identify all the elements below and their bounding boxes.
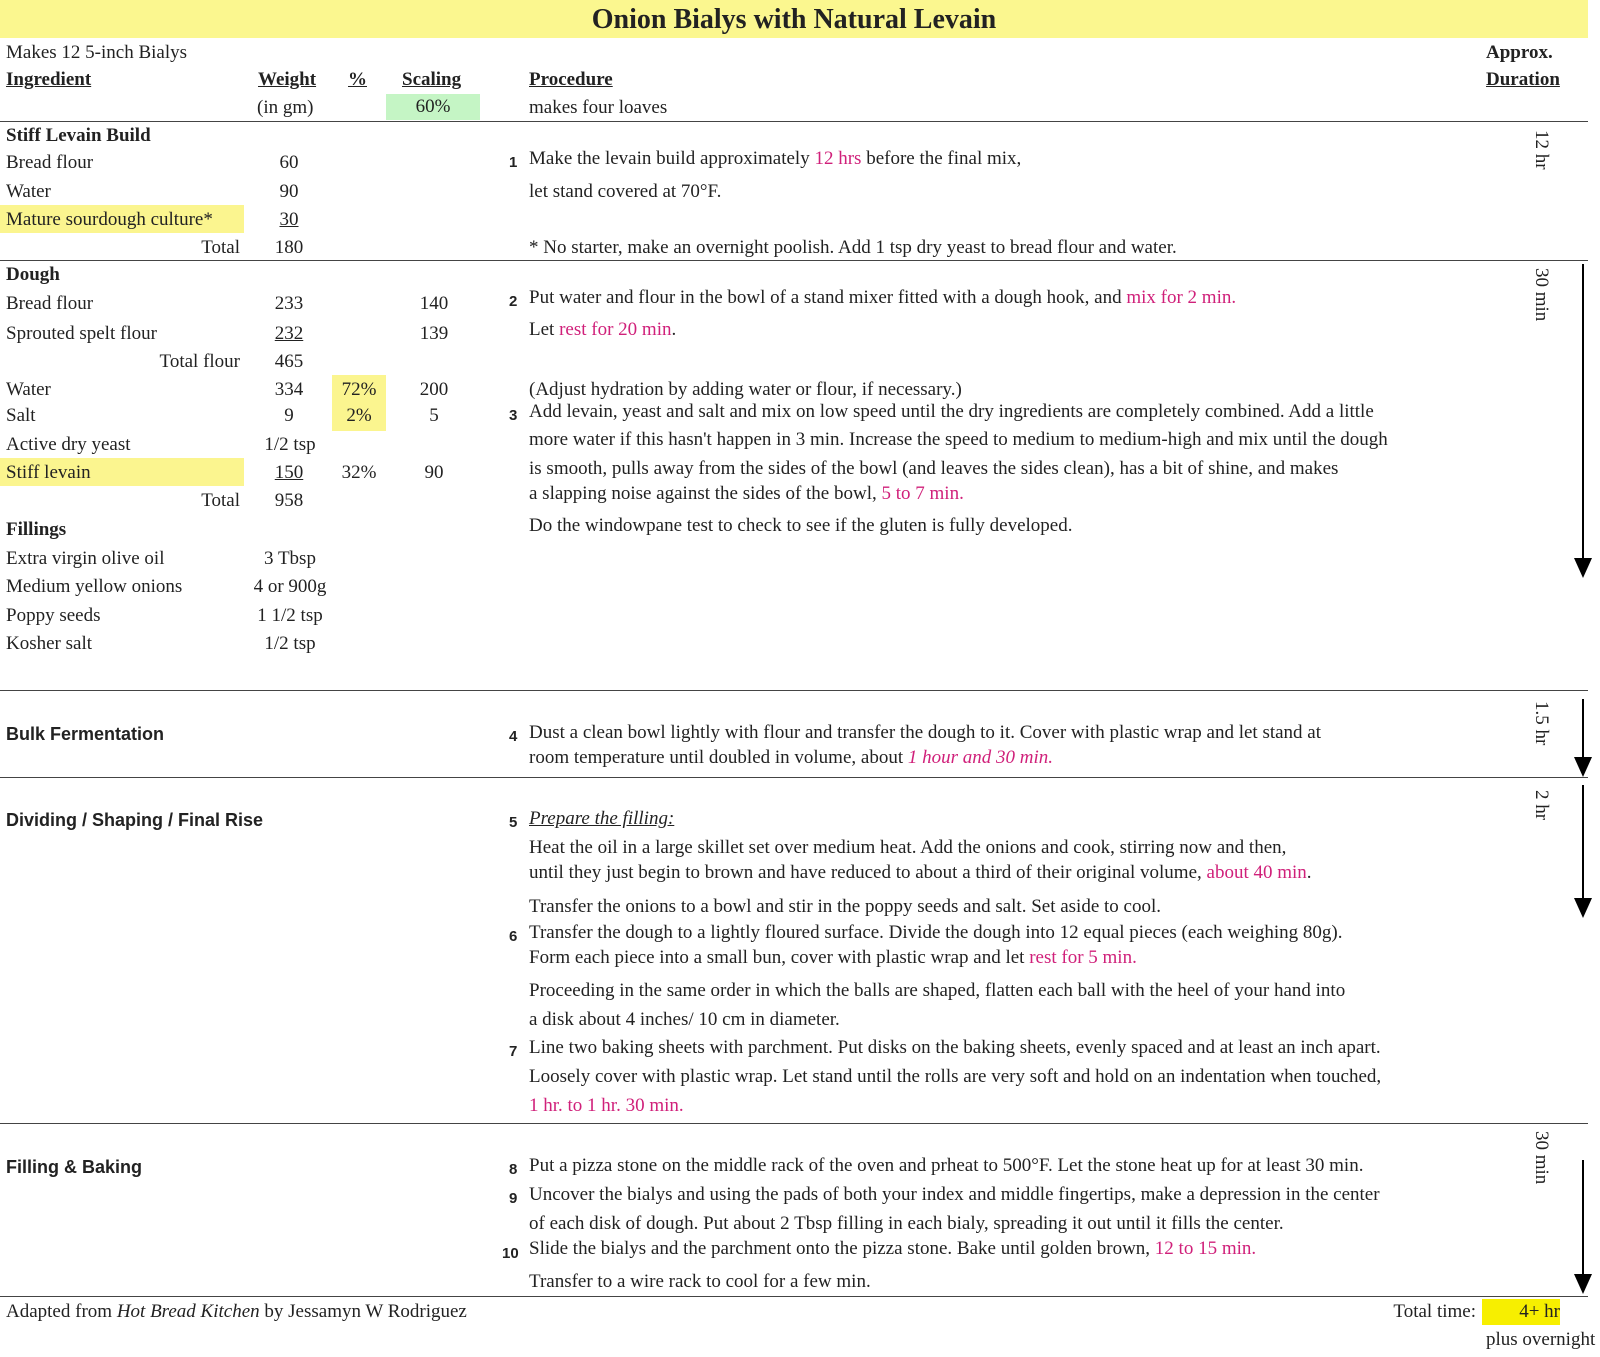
filling-amount: 1/2 tsp (264, 633, 316, 654)
levain-row-weight: 90 (279, 181, 299, 202)
step-text: Heat the oil in a large skillet set over medium heat. Add the onions and cook, stirring now and then, (529, 837, 1287, 858)
levain-row: Mature sourdough culture* (6, 209, 213, 230)
dough-row: Salt (6, 405, 36, 426)
overnight-note: plus overnight (1486, 1329, 1596, 1350)
section-filling: Filling & Baking (6, 1157, 143, 1177)
step-number: 2 (509, 293, 518, 310)
total-time-value: 4+ hr (1482, 1299, 1560, 1325)
dough-weight: 233 (274, 293, 304, 314)
step-text: a disk about 4 inches/ 10 cm in diameter. (529, 1009, 840, 1030)
col-approx: Approx. (1486, 42, 1553, 63)
duration-baking: 30 min (1531, 1131, 1552, 1185)
levain-heading: Stiff Levain Build (6, 125, 151, 146)
step-text: room temperature until doubled in volume, about 1 hour and 30 min. (529, 747, 1054, 768)
dough-total: 958 (274, 490, 304, 511)
dough-scaled: 200 (419, 379, 449, 400)
step-text: Line two baking sheets with parchment. Put disks on the baking sheets, evenly spaced and at least an inch apart. (529, 1037, 1381, 1058)
dough-weight: 334 (274, 379, 304, 400)
dough-weight: 150 (274, 462, 304, 483)
col-weight: Weight (258, 69, 317, 90)
filling-row: Poppy seeds (6, 605, 101, 626)
filling-row: Kosher salt (6, 633, 93, 654)
step-text: until they just begin to brown and have reduced to about a third of their original volume, about 40 min. (529, 862, 1312, 883)
step-number: 4 (509, 728, 518, 745)
dough-row: Stiff levain (6, 462, 91, 483)
col-procedure: Procedure (529, 69, 613, 90)
step-text: Do the windowpane test to check to see if the gluten is fully developed. (529, 515, 1073, 536)
step-number: 10 (502, 1245, 519, 1262)
filling-amount: 4 or 900g (253, 576, 327, 597)
divider (0, 690, 1588, 691)
levain-total-label: Total (201, 237, 240, 258)
col-weight-unit: (in gm) (257, 97, 314, 118)
step-number: 3 (509, 407, 518, 424)
total-flour-label: Total flour (159, 351, 240, 372)
col-scaling: Scaling (402, 69, 462, 90)
step-text: let stand covered at 70°F. (529, 181, 722, 202)
step-text: a slapping noise against the sides of the bowl, 5 to 7 min. (529, 483, 964, 504)
divider (0, 1123, 1588, 1124)
step-text: Transfer the onions to a bowl and stir in the poppy seeds and salt. Set aside to cool. (529, 896, 1162, 917)
total-time-label: Total time: (1393, 1301, 1476, 1322)
filling-amount: 3 Tbsp (264, 548, 316, 569)
step-text: of each disk of dough. Put about 2 Tbsp filling in each bialy, spreading it out until it fills the center. (529, 1213, 1284, 1234)
step-note: * No starter, make an overnight poolish. Add 1 tsp dry yeast to bread flour and water. (529, 237, 1177, 258)
col-percent: % (348, 69, 367, 90)
col-duration: Duration (1486, 69, 1560, 90)
filling-row: Extra virgin olive oil (6, 548, 165, 569)
filling-row: Medium yellow onions (6, 576, 183, 597)
attribution: Adapted from Hot Bread Kitchen by Jessamyn W Rodriguez (6, 1301, 467, 1322)
levain-row-weight: 60 (279, 152, 299, 173)
divider (0, 260, 1588, 261)
section-dividing: Dividing / Shaping / Final Rise (6, 810, 264, 830)
step-text: Put a pizza stone on the middle rack of the oven and prheat to 500°F. Let the stone heat up for at least 30 min. (529, 1155, 1364, 1176)
dough-pct: 72% (341, 379, 377, 400)
page-title: Onion Bialys with Natural Levain (591, 4, 997, 35)
divider (0, 1296, 1588, 1297)
step-number: 1 (509, 154, 518, 171)
dough-row: Water (6, 379, 51, 400)
step-text: Slide the bialys and the parchment onto the pizza stone. Bake until golden brown, 12 to 15 min. (529, 1238, 1257, 1259)
filling-amount: 1 1/2 tsp (257, 605, 323, 626)
dough-weight: 1/2 tsp (264, 434, 316, 455)
dough-pct: 2% (346, 405, 372, 426)
step-text: (Adjust hydration by adding water or flour, if necessary.) (529, 379, 962, 400)
levain-row: Bread flour (6, 152, 94, 173)
arrow-head-icon (1574, 757, 1592, 777)
dough-row: Sprouted spelt flour (6, 323, 157, 344)
step-text: Proceeding in the same order in which the balls are shaped, flatten each ball with the heel of your hand into (529, 980, 1346, 1001)
step-number: 9 (509, 1190, 518, 1207)
step-number: 5 (509, 814, 518, 831)
step-number: 8 (509, 1161, 518, 1178)
step-title: Prepare the filling: (529, 808, 675, 829)
step-text: Let rest for 20 min. (529, 319, 677, 340)
arrow-head-icon (1574, 898, 1592, 918)
duration-dividing: 2 hr (1531, 790, 1552, 821)
step-text: 1 hr. to 1 hr. 30 min. (529, 1095, 684, 1116)
step-number: 7 (509, 1043, 518, 1060)
duration-dough: 30 min (1531, 268, 1552, 322)
arrow-line (1582, 785, 1584, 901)
arrow-head-icon (1574, 1274, 1592, 1294)
col-ingredient: Ingredient (6, 69, 92, 90)
duration-bulk: 1.5 hr (1531, 701, 1552, 746)
dough-total-label: Total (201, 490, 240, 511)
step-text: Form each piece into a small bun, cover with plastic wrap and let rest for 5 min. (529, 947, 1137, 968)
arrow-line (1582, 699, 1584, 761)
scaling-value: 60% (386, 94, 480, 120)
step-number: 6 (509, 928, 518, 945)
arrow-line (1582, 264, 1584, 562)
duration-levain: 12 hr (1531, 130, 1552, 170)
dough-pct: 32% (341, 462, 377, 483)
divider (0, 777, 1588, 778)
procedure-sub: makes four loaves (529, 97, 668, 118)
makes-label: Makes 12 5-inch Bialys (6, 42, 188, 63)
dough-scaled: 139 (419, 323, 449, 344)
step-text: Uncover the bialys and using the pads of both your index and middle fingertips, make a depression in the center (529, 1184, 1380, 1205)
dough-weight: 232 (274, 323, 304, 344)
dough-row: Active dry yeast (6, 434, 131, 455)
levain-row-weight: 30 (279, 209, 299, 230)
step-text: Transfer the dough to a lightly floured surface. Divide the dough into 12 equal pieces (each weighing 80g). (529, 922, 1343, 943)
levain-total: 180 (274, 237, 304, 258)
arrow-line (1582, 1160, 1584, 1278)
step-text: Make the levain build approximately 12 hrs before the final mix, (529, 148, 1022, 169)
step-text: Loosely cover with plastic wrap. Let stand until the rolls are very soft and hold on an indentation when touched, (529, 1066, 1382, 1087)
step-text: Dust a clean bowl lightly with flour and transfer the dough to it. Cover with plastic wrap and let stand at (529, 722, 1322, 743)
section-bulk: Bulk Fermentation (6, 724, 165, 744)
total-flour: 465 (274, 351, 304, 372)
dough-heading: Dough (6, 264, 60, 285)
fillings-heading: Fillings (6, 519, 67, 540)
step-text: Transfer to a wire rack to cool for a few min. (529, 1271, 871, 1292)
dough-row: Bread flour (6, 293, 94, 314)
step-text: Put water and flour in the bowl of a stand mixer fitted with a dough hook, and mix for 2 min. (529, 287, 1237, 308)
dough-scaled: 5 (429, 405, 439, 426)
levain-row: Water (6, 181, 51, 202)
arrow-head-icon (1574, 558, 1592, 578)
dough-scaled: 140 (419, 293, 449, 314)
step-text: more water if this hasn't happen in 3 min. Increase the speed to medium to medium-high and mix until the dough (529, 429, 1388, 450)
dough-weight: 9 (284, 405, 294, 426)
step-text: is smooth, pulls away from the sides of the bowl (and leaves the sides clean), has a bit of shine, and makes (529, 458, 1339, 479)
step-text: Add levain, yeast and salt and mix on low speed until the dry ingredients are completely combined. Add a little (529, 401, 1374, 422)
divider (0, 121, 1588, 122)
dough-scaled: 90 (424, 462, 444, 483)
